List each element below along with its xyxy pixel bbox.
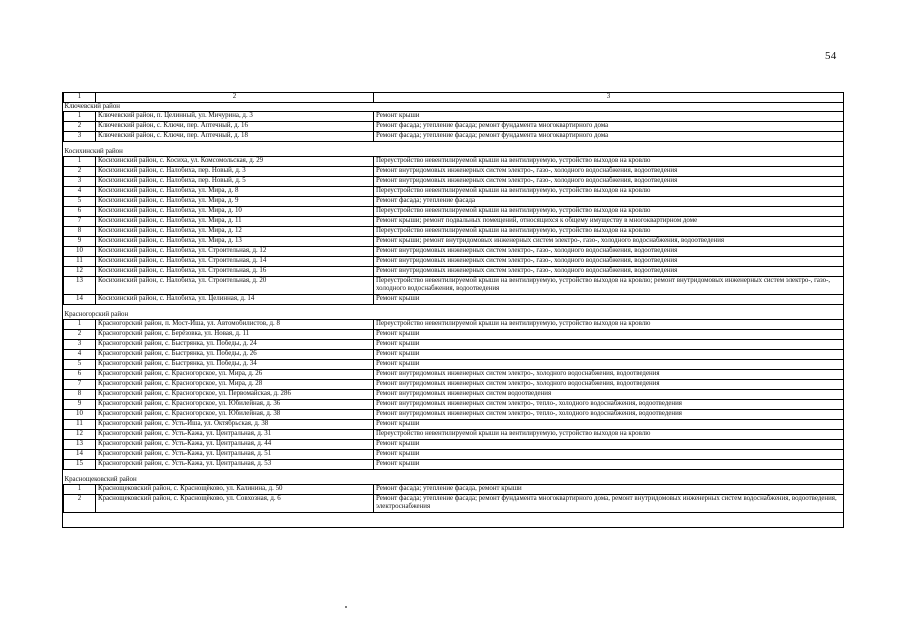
- table-row: [64, 157, 844, 167]
- address-cell: Косихинский район, с. Налобиха, ул. Строительная, д. 12: [96, 247, 374, 257]
- row-number: 6: [64, 207, 96, 217]
- work-type-cell: Переустройство невентилируемой крыши на вентилируемую, устройство выходов на кровлю: [374, 207, 844, 217]
- table-row: [64, 267, 844, 277]
- table-row: [64, 420, 844, 430]
- work-type-cell: Ремонт фасада; утепление фасада: [374, 197, 844, 207]
- row-number: 10: [64, 247, 96, 257]
- district-heading: Краснощековский район: [64, 476, 137, 483]
- work-type-cell: Переустройство невентилируемой крыши на вентилируемую, устройство выходов на кровлю: [374, 430, 844, 440]
- table-row: [64, 370, 844, 380]
- work-type-cell: Ремонт фасада; утепление фасада, ремонт крыши: [374, 485, 844, 495]
- work-type-cell: Ремонт крыши: [374, 360, 844, 370]
- work-type-cell: Ремонт фасада; утепление фасада; ремонт фундамента многоквартирного дома, ремонт внутридомовых инженерных систем водоснабжения, водоотведения, электроснабжения: [374, 495, 844, 513]
- table-row: [64, 197, 844, 207]
- address-cell: Красногорский район, с. Усть-Кажа, ул. Центральная, д. 53: [96, 460, 374, 470]
- address-cell: Косихинский район, с. Налобиха, ул. Строительная, д. 16: [96, 267, 374, 277]
- work-type-cell: Переустройство невентилируемой крыши на вентилируемую, устройство выходов на кровлю: [374, 157, 844, 167]
- address-cell: Ключевский район, с. Ключи, пер. Аптечный, д. 16: [96, 122, 374, 132]
- table-row: [64, 227, 844, 237]
- work-type-cell: Переустройство невентилируемой крыши на вентилируемую, устройство выходов на кровлю: [374, 187, 844, 197]
- address-cell: Красногорский район, с. Красногорское, ул. Мира, д. 26: [96, 370, 374, 380]
- work-type-cell: Ремонт фасада; утепление фасада; ремонт фундамента многоквартирного дома: [374, 122, 844, 132]
- row-number: 2: [64, 167, 96, 177]
- table-row: [64, 247, 844, 257]
- address-cell: Красногорский район, с. Красногорское, ул. Юбилейная, д. 36: [96, 400, 374, 410]
- work-type-cell: Ремонт внутридомовых инженерных систем электро-, газо-, холодного водоснабжения, водоотведения: [374, 167, 844, 177]
- table-row: [64, 485, 844, 495]
- table-row: [64, 132, 844, 142]
- table-row: [64, 112, 844, 122]
- work-type-cell: Ремонт внутридомовых инженерных систем электро-, тепло-, холодного водоснабжения, водоотведения: [374, 400, 844, 410]
- row-number: 5: [64, 197, 96, 207]
- address-cell: Косихинский район, с. Налобиха, ул. Мира, д. 13: [96, 237, 374, 247]
- work-type-cell: Ремонт крыши: [374, 330, 844, 340]
- work-type-cell: Переустройство невентилируемой крыши на вентилируемую, устройство выходов на кровлю: [374, 320, 844, 330]
- table-row: [64, 430, 844, 440]
- table-row: [64, 450, 844, 460]
- row-number: 8: [64, 227, 96, 237]
- table-row: [64, 495, 844, 513]
- row-number: 14: [64, 450, 96, 460]
- row-number: 7: [64, 217, 96, 227]
- work-type-cell: Ремонт внутридомовых инженерных систем электро-, газо-, холодного водоснабжения, водоотведения: [374, 177, 844, 187]
- address-cell: Косихинский район, с. Налобиха, ул. Мира, д. 10: [96, 207, 374, 217]
- table-row: [64, 122, 844, 132]
- work-type-cell: Ремонт крыши: [374, 460, 844, 470]
- table-row: [64, 277, 844, 295]
- work-type-cell: Ремонт внутридомовых инженерных систем электро-, холодного водоснабжения, водоотведения: [374, 370, 844, 380]
- work-type-cell: Ремонт крыши: [374, 295, 844, 305]
- table-row: [64, 167, 844, 177]
- row-number: 2: [64, 330, 96, 340]
- table-row: [64, 237, 844, 247]
- row-number: 12: [64, 430, 96, 440]
- work-type-cell: Ремонт фасада; утепление фасада; ремонт фундамента многоквартирного дома: [374, 132, 844, 142]
- column-header: 1: [64, 93, 96, 103]
- row-number: 6: [64, 370, 96, 380]
- work-type-cell: Ремонт внутридомовых инженерных систем электро-, тепло-, холодного водоснабжения, водоотведения: [374, 410, 844, 420]
- district-heading: Косихинский район: [64, 148, 123, 155]
- address-cell: Красногорский район, с. Красногорское, ул. Мира, д. 28: [96, 380, 374, 390]
- table-row: [64, 380, 844, 390]
- table-row: [64, 340, 844, 350]
- table-row: [64, 207, 844, 217]
- row-number: 3: [64, 340, 96, 350]
- table-row: [64, 330, 844, 340]
- table-row: [64, 257, 844, 267]
- address-cell: Косихинский район, с. Налобиха, ул. Мира, д. 12: [96, 227, 374, 237]
- work-type-cell: Ремонт внутридомовых инженерных систем водоотведения: [374, 390, 844, 400]
- row-number: 14: [64, 295, 96, 305]
- address-cell: Красногорский район, с. Усть-Кажа, ул. Центральная, д. 44: [96, 440, 374, 450]
- row-number: 9: [64, 400, 96, 410]
- address-cell: Косихинский район, с. Налобиха, пер. Новый, д. 3: [96, 167, 374, 177]
- address-cell: Красногорский район, с. Усть-Иша, ул. Октябрьская, д. 38: [96, 420, 374, 430]
- district-heading: Красногорский район: [64, 311, 129, 318]
- table-row: [64, 217, 844, 227]
- address-cell: Косихинский район, с. Налобиха, пер. Новый, д. 5: [96, 177, 374, 187]
- address-cell: Косихинский район, с. Налобиха, ул. Целинная, д. 14: [96, 295, 374, 305]
- row-number: 7: [64, 380, 96, 390]
- row-number: 15: [64, 460, 96, 470]
- work-type-cell: Ремонт внутридомовых инженерных систем электро-, газо-, холодного водоснабжения, водоотведения: [374, 257, 844, 267]
- column-number-row: [64, 93, 844, 103]
- row-number: 1: [64, 112, 96, 122]
- row-number: 3: [64, 132, 96, 142]
- address-cell: Косихинский район, с. Налобиха, ул. Строительная, д. 14: [96, 257, 374, 267]
- district-heading-row: [64, 476, 844, 485]
- address-cell: Косихинский район, с. Налобиха, ул. Мира, д. 8: [96, 187, 374, 197]
- address-cell: Красногорский район, с. Усть-Кажа, ул. Центральная, д. 31: [96, 430, 374, 440]
- page-number: 54: [825, 50, 837, 62]
- row-number: 4: [64, 350, 96, 360]
- table-row: [64, 295, 844, 305]
- address-cell: Косихинский район, с. Налобиха, ул. Мира, д. 11: [96, 217, 374, 227]
- table-row: [64, 320, 844, 330]
- work-type-cell: Ремонт крыши; ремонт подвальных помещений, относящихся к общему имуществу в многоквартирном доме: [374, 217, 844, 227]
- district-heading: Ключевский район: [64, 103, 120, 110]
- address-cell: Красногорский район, с. Быстрянка, ул. Победы, д. 26: [96, 350, 374, 360]
- repair-grid: [63, 92, 844, 527]
- column-header: 3: [374, 93, 844, 103]
- district-heading-row: [64, 148, 844, 157]
- district-heading-row: [64, 103, 844, 112]
- table-row: [64, 360, 844, 370]
- work-type-cell: Ремонт внутридомовых инженерных систем электро-, холодного водоснабжения, водоотведения: [374, 380, 844, 390]
- row-number: 11: [64, 257, 96, 267]
- address-cell: Косихинский район, с. Налобиха, ул. Строительная, д. 20: [96, 277, 374, 295]
- address-cell: Ключевский район, с. Ключи, пер. Аптечный, д. 18: [96, 132, 374, 142]
- table-row: [64, 460, 844, 470]
- address-cell: Красногорский район, с. Быстрянка, ул. Победы, д. 24: [96, 340, 374, 350]
- row-number: 2: [64, 495, 96, 513]
- table-row: [64, 440, 844, 450]
- row-number: 12: [64, 267, 96, 277]
- work-type-cell: Ремонт крыши: [374, 420, 844, 430]
- row-number: 2: [64, 122, 96, 132]
- continuation-row: [64, 513, 844, 528]
- work-type-cell: Переустройство невентилируемой крыши на вентилируемую, устройство выходов на кровлю: [374, 227, 844, 237]
- table-row: [64, 350, 844, 360]
- table-row: [64, 390, 844, 400]
- work-type-cell: Ремонт крыши: [374, 350, 844, 360]
- row-number: 13: [64, 277, 96, 295]
- address-cell: Красногорский район, с. Усть-Кажа, ул. Центральная, д. 51: [96, 450, 374, 460]
- table-row: [64, 177, 844, 187]
- work-type-cell: Ремонт крыши: [374, 440, 844, 450]
- row-number: 5: [64, 360, 96, 370]
- work-type-cell: Ремонт внутридомовых инженерных систем электро-, газо-, холодного водоснабжения, водоотведения: [374, 267, 844, 277]
- address-cell: Красногорский район, п. Мост-Иша, ул. Автомобилистов, д. 8: [96, 320, 374, 330]
- address-cell: Краснощековский район, с. Краснощёково, ул. Калинина, д. 50: [96, 485, 374, 495]
- address-cell: Красногорский район, с. Быстрянка, ул. Победы, д. 34: [96, 360, 374, 370]
- work-type-cell: Ремонт крыши: [374, 340, 844, 350]
- address-cell: Косихинский район, с. Косиха, ул. Комсомольская, д. 29: [96, 157, 374, 167]
- work-type-cell: Ремонт крыши: [374, 112, 844, 122]
- address-cell: Косихинский район, с. Налобиха, ул. Мира, д. 9: [96, 197, 374, 207]
- table-row: [64, 400, 844, 410]
- row-number: 10: [64, 410, 96, 420]
- work-type-cell: Ремонт крыши: [374, 450, 844, 460]
- capital-repair-table: [62, 92, 844, 528]
- work-type-cell: Ремонт крыши; ремонт внутридомовых инженерных систем электро-, газо-, холодного водоснабжения, водоотведения: [374, 237, 844, 247]
- address-cell: Красногорский район, с. Красногорское, ул. Первомайская, д. 286: [96, 390, 374, 400]
- work-type-cell: Переустройство невентилируемой крыши на вентилируемую, устройство выходов на кровлю; ремонт внутридомовых инженерных систем электро-, газо-, холодного водоснабжения, водоотведения: [374, 277, 844, 295]
- table-row: [64, 187, 844, 197]
- column-header: 2: [96, 93, 374, 103]
- table-row: [64, 410, 844, 420]
- address-cell: Краснощековский район, с. Краснощёково, ул. Совхозная, д. 6: [96, 495, 374, 513]
- row-number: 11: [64, 420, 96, 430]
- row-number: 3: [64, 177, 96, 187]
- row-number: 4: [64, 187, 96, 197]
- row-number: 1: [64, 320, 96, 330]
- row-number: 8: [64, 390, 96, 400]
- row-number: 1: [64, 485, 96, 495]
- address-cell: Красногорский район, с. Берёзовка, ул. Новая, д. 11: [96, 330, 374, 340]
- row-number: 13: [64, 440, 96, 450]
- district-heading-row: [64, 311, 844, 320]
- row-number: 9: [64, 237, 96, 247]
- address-cell: Красногорский район, с. Красногорское, ул. Юбилейная, д. 38: [96, 410, 374, 420]
- scan-speck: [345, 606, 347, 608]
- work-type-cell: Ремонт внутридомовых инженерных систем электро-, газо-, холодного водоснабжения, водоотведения: [374, 247, 844, 257]
- row-number: 1: [64, 157, 96, 167]
- address-cell: Ключевский район, п. Целинный, ул. Мичурина, д. 3: [96, 112, 374, 122]
